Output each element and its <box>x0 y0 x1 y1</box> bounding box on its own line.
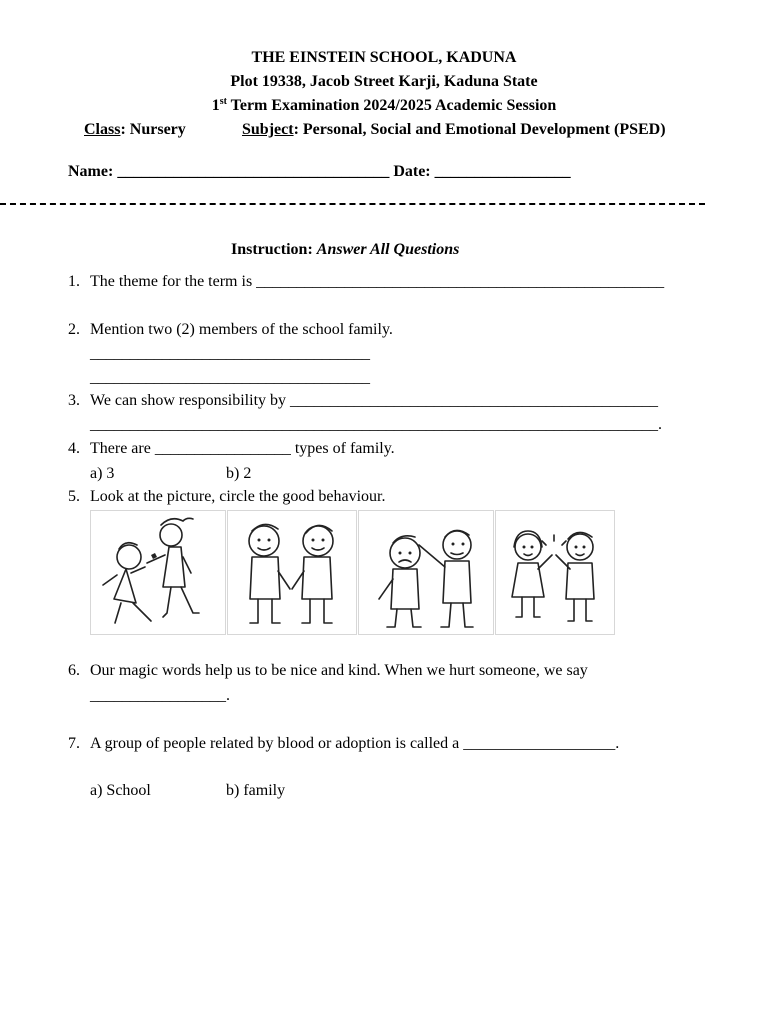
cut-line-divider <box>0 203 705 205</box>
question-6-number: 6. <box>68 662 80 679</box>
children-fighting-picture[interactable] <box>90 510 226 635</box>
term-rest: Term Examination 2024/2025 Academic Session <box>226 97 557 114</box>
question-3-number: 3. <box>68 392 80 409</box>
question-number: 1. <box>68 273 80 290</box>
question-1-text: The theme for the term is ___________________________________________________ <box>90 273 665 290</box>
option-7a: a) School <box>90 782 151 799</box>
option-4a: a) 3 <box>90 465 115 482</box>
question-7-text: A group of people related by blood or adoption is called a ___________________. <box>90 735 620 752</box>
question-2-text: Mention two (2) members of the school family. <box>90 321 393 338</box>
question-4-number: 4. <box>68 440 80 457</box>
instruction <box>231 240 459 259</box>
question-4-text: There are _________________ types of family. <box>90 440 395 457</box>
children-fighting-illustration <box>91 511 225 634</box>
class-field <box>84 120 186 139</box>
question-5-number: 5. <box>68 488 80 505</box>
instruction-text: Answer All Questions <box>316 241 460 258</box>
name-label: Name: <box>68 163 114 180</box>
school-name: THE EINSTEIN SCHOOL, KADUNA <box>251 49 517 66</box>
subject-value: : Personal, Social and Emotional Development (PSED) <box>293 121 666 138</box>
child-pulling-hair-illustration <box>359 511 493 634</box>
children-high-five-picture[interactable] <box>495 510 615 635</box>
children-holding-hands-picture[interactable] <box>227 510 357 635</box>
children-holding-hands-illustration <box>228 511 356 634</box>
date-label: Date: <box>393 163 431 180</box>
class-value: : Nursery <box>120 121 186 138</box>
date-blank: _________________ <box>434 163 571 180</box>
exam-title <box>0 96 768 115</box>
question-7-number: 7. <box>68 735 80 752</box>
option-4b: b) 2 <box>226 465 252 482</box>
question-2-number: 2. <box>68 321 80 338</box>
subject-label: Subject <box>242 121 294 138</box>
answer-line-6: _________________. <box>90 687 230 704</box>
answer-line-3: _______________________________________________________________________. <box>90 416 662 433</box>
question-3-text: We can show responsibility by ______________________________________________ <box>90 392 659 409</box>
question-5-text: Look at the picture, circle the good behaviour. <box>90 488 386 505</box>
name-date-row <box>68 162 571 181</box>
class-label: Class <box>84 121 121 138</box>
term-number: 1 <box>211 97 220 114</box>
term-suffix: st <box>219 96 227 107</box>
children-high-five-illustration <box>496 511 614 634</box>
child-pulling-hair-picture[interactable] <box>358 510 494 635</box>
name-blank: __________________________________ <box>117 163 390 180</box>
question-6-text: Our magic words help us to be nice and kind. When we hurt someone, we say <box>90 662 588 679</box>
instruction-label: Instruction: <box>231 241 313 258</box>
question-1 <box>68 272 80 291</box>
subject-field <box>242 120 666 139</box>
answer-line-2b: ___________________________________ <box>90 369 370 386</box>
answer-line-2a: ___________________________________ <box>90 345 370 362</box>
school-address: Plot 19338, Jacob Street Karji, Kaduna State <box>230 73 538 90</box>
option-7b: b) family <box>226 782 286 799</box>
